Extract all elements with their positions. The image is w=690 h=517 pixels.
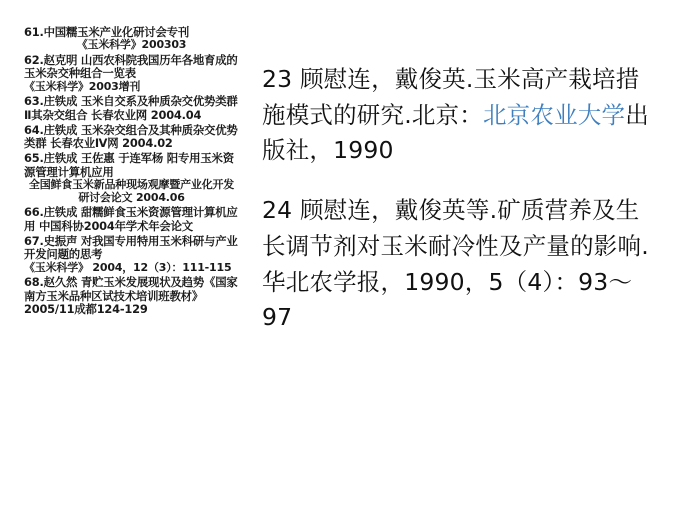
list-item (24, 206, 239, 233)
reference-text: 62.赵克明 山西农科院我国历年各地育成的玉米杂交种组合一览表 (24, 52, 238, 81)
reference-text: 63.庄铁成 玉米自交系及种质杂交优势类群 Ⅱ其杂交组合 长春农业网 2004.04 (24, 94, 238, 122)
list-item (24, 95, 239, 122)
reference-text: 68.赵久然 青贮玉米发展现状及趋势《国家南方玉米品种区试技术培训班教材》2005/11成都124-129 (24, 275, 238, 317)
list-item (24, 152, 239, 205)
entry-23-publisher-link[interactable]: 北京农业大学 (482, 100, 626, 129)
reference-subtext: 《玉米科学》200303 (76, 38, 187, 52)
entry-23-segment-3: 出版社，1990 (262, 100, 649, 165)
reference-text: 66.庄铁成 甜糯鲜食玉米资源管理计算机应用 中国科协2004年学术年会论文 (24, 205, 238, 233)
reference-text: 65.庄铁成 王佐惠 于连军杨 阳专用玉米资源管理计算机应用 (24, 151, 234, 179)
list-item (24, 54, 239, 94)
reference-subtext: 《玉米科学》 2004，12（3）：111-115 (24, 260, 232, 274)
entry-23-segment-1: 23 顾慰连，戴俊英.玉米高产栽培措施模式的研究.北京： (262, 65, 640, 129)
bibliography-body-text (262, 62, 662, 336)
entry-24-segment-1: 24 顾慰连，戴俊英等.矿质营养及生长调节剂对玉米耐冷性及产量的影响.华北农学报，1990，5（4）：93～97 (262, 196, 649, 332)
list-item (24, 276, 239, 316)
reference-text: 61.中国糯玉米产业化研讨会专刊 (24, 25, 190, 39)
bibliography-entry-23 (262, 62, 662, 169)
reference-text: 67.史振声 对我国专用特用玉米科研与产业开发问题的思考 (24, 233, 238, 262)
reference-subtext: 《玉米科学》2003增刊 (24, 79, 141, 93)
list-item (24, 124, 239, 151)
reference-text: 64.庄铁成 玉米杂交组合及其种质杂交优势类群 长春农业Ⅳ网 2004.02 (24, 122, 238, 151)
list-item (24, 26, 239, 52)
reference-subtext: 全国鲜食玉米新品种现场观摩暨产业化开发研讨会论文 2004.06 (28, 178, 235, 204)
list-item (24, 235, 239, 275)
scanned-reference-list (24, 26, 239, 416)
bibliography-entry-24 (262, 193, 662, 336)
